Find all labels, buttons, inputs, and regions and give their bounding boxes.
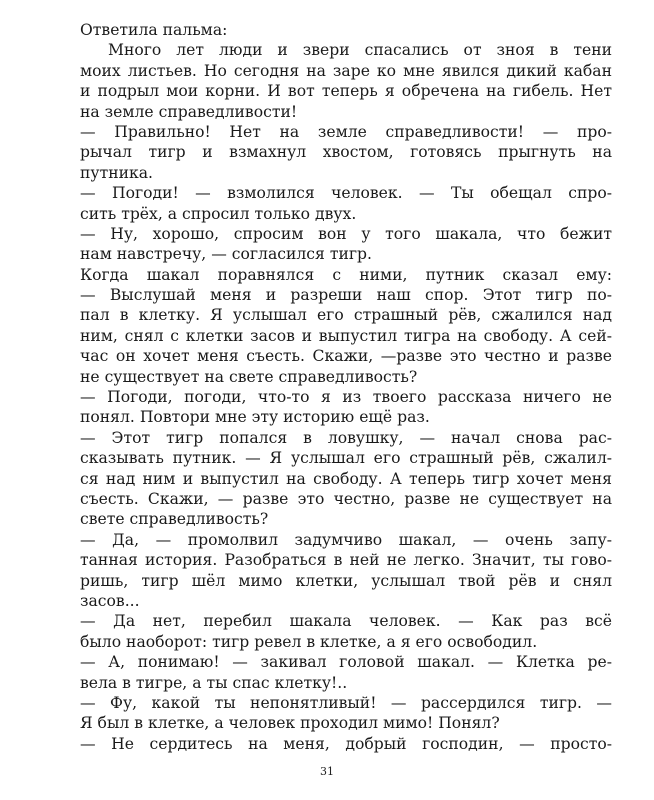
text-line: ся над ним и выпустил на свободу. А теперь тигр хочет меня: [80, 469, 612, 488]
text-line: — Да, — промолвил задумчиво шакал, — очень запу-: [80, 530, 612, 549]
text-line: час он хочет меня съесть. Скажи, —разве это честно и разве: [80, 347, 612, 366]
text-line: — А, понимаю! — закивал головой шакал. — Клетка ре-: [80, 653, 612, 672]
text-line: было наоборот: тигр ревел в клетке, а я его освободил.: [80, 632, 538, 651]
text-line: свете справедливость?: [80, 510, 269, 529]
text-line: Много лет люди и звери спасались от зноя в тени: [108, 41, 612, 60]
text-line: сить трёх, а спросил только двух.: [80, 204, 357, 223]
text-line: засов...: [80, 591, 140, 610]
text-line: танная история. Разобраться в ней не легко. Значит, ты гово-: [80, 551, 612, 570]
text-line: на земле справедливости!: [80, 102, 298, 121]
text-line: моих листьев. Но сегодня на заре ко мне явился дикий кабан: [80, 61, 612, 80]
text-line: — Погоди, погоди, что-то я из твоего рассказа ничего не: [80, 388, 612, 407]
text-line: — Ну, хорошо, спросим вон у того шакала, что бежит: [80, 224, 612, 243]
text-line: ришь, тигр шёл мимо клетки, услышал твой рёв и снял: [80, 571, 612, 590]
page-number: 31: [320, 765, 334, 778]
text-line: вела в тигре, а ты спас клетку!..: [80, 673, 348, 692]
text-line: понял. Повтори мне эту историю ещё раз.: [80, 408, 430, 427]
text-line: — Выслушай меня и разреши наш спор. Этот тигр по-: [80, 286, 612, 305]
text-line: пал в клетку. Я услышал его страшный рёв, сжалился над: [80, 306, 612, 325]
text-line: путника.: [80, 163, 153, 182]
text-line: нам навстречу, — согласился тигр.: [80, 245, 372, 264]
text-line: Я был в клетке, а человек проходил мимо! Понял?: [80, 714, 500, 733]
text-line: — Погоди! — взмолился человек. — Ты обещал спро-: [80, 184, 612, 203]
text-line: ним, снял с клетки засов и выпустил тигра на свободу. А сей-: [80, 326, 612, 345]
text-line: — Правильно! Нет на земле справедливости! — про-: [80, 122, 612, 141]
text-line: и подрыл мои корни. И вот теперь я обречена на гибель. Нет: [80, 82, 612, 101]
text-line: — Да нет, перебил шакала человек. — Как раз всё: [80, 612, 612, 631]
text-line: — Не сердитесь на меня, добрый господин, — просто-: [80, 734, 612, 753]
text-line: — Этот тигр попался в ловушку, — начал снова рас-: [80, 428, 612, 447]
text-line: Когда шакал поравнялся с ними, путник сказал ему:: [80, 265, 612, 284]
text-line: сказывать путник. — Я услышал его страшный рёв, сжалил-: [80, 449, 612, 468]
text-line: — Фу, какой ты непонятливый! — рассердился тигр. —: [80, 693, 612, 712]
body-text: [80, 20, 612, 754]
text-line: рычал тигр и взмахнул хвостом, готовясь прыгнуть на: [80, 143, 612, 162]
text-line: съесть. Скажи, — разве это честно, разве не существует на: [80, 489, 612, 508]
text-line: не существует на свете справедливость?: [80, 367, 418, 386]
book-page: [80, 20, 612, 765]
text-line: Ответила пальма:: [80, 21, 228, 39]
